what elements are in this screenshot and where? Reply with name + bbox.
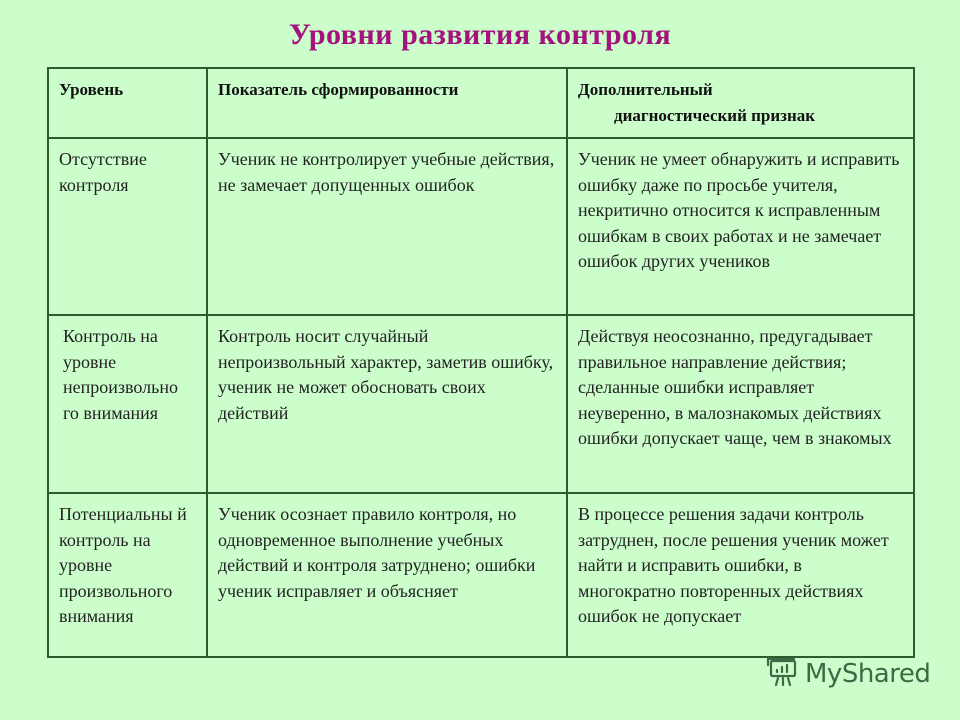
table-row — [48, 138, 914, 315]
cell-level: Контроль на уровне непроизвольно го внимания — [48, 315, 207, 493]
table-row — [48, 493, 914, 657]
header-indicator: Показатель сформированности — [207, 68, 567, 138]
watermark — [765, 656, 930, 692]
header-diagnostic-sign — [567, 68, 914, 138]
cell-diagnostic-sign: Действуя неосознанно, предугадывает правильное направление действия; сделанные ошибки исправляет неуверенно, в малознакомых действиях ошибки допускает чаще, чем в знакомых — [567, 315, 914, 493]
table-row — [48, 315, 914, 493]
cell-indicator: Контроль носит случайный непроизвольный характер, заметив ошибку, ученик не может обосновать своих действий — [207, 315, 567, 493]
slide-title: Уровни развития контроля — [288, 18, 672, 51]
cell-indicator: Ученик осознает правило контроля, но одновременное выполнение учебных действий и контроля затруднено; ошибки ученик исправляет и объясняет — [207, 493, 567, 657]
cell-indicator: Ученик не контролирует учебные действия, не замечает допущенных ошибок — [207, 138, 567, 315]
presentation-board-icon — [765, 656, 799, 693]
header-level: Уровень — [48, 68, 207, 138]
watermark-text: MyShared — [805, 659, 931, 689]
cell-level: Отсутствие контроля — [48, 138, 207, 315]
table-header-row — [48, 68, 914, 138]
header-sign-line2: диагностический признак — [614, 105, 816, 125]
header-sign-line1: Дополнительный — [578, 80, 713, 99]
cell-diagnostic-sign: Ученик не умеет обнаружить и исправить ошибку даже по просьбе учителя, некритично относится к исправленным ошибкам в своих работах и не замечает ошибок других учеников — [567, 138, 914, 315]
cell-diagnostic-sign: В процессе решения задачи контроль затруднен, после решения ученик может найти и исправить ошибки, в многократно повторенных действиях ошибок не допускает — [567, 493, 914, 657]
cell-level: Потенциальны й контроль на уровне произвольного внимания — [48, 493, 207, 657]
control-levels-table — [47, 67, 915, 658]
